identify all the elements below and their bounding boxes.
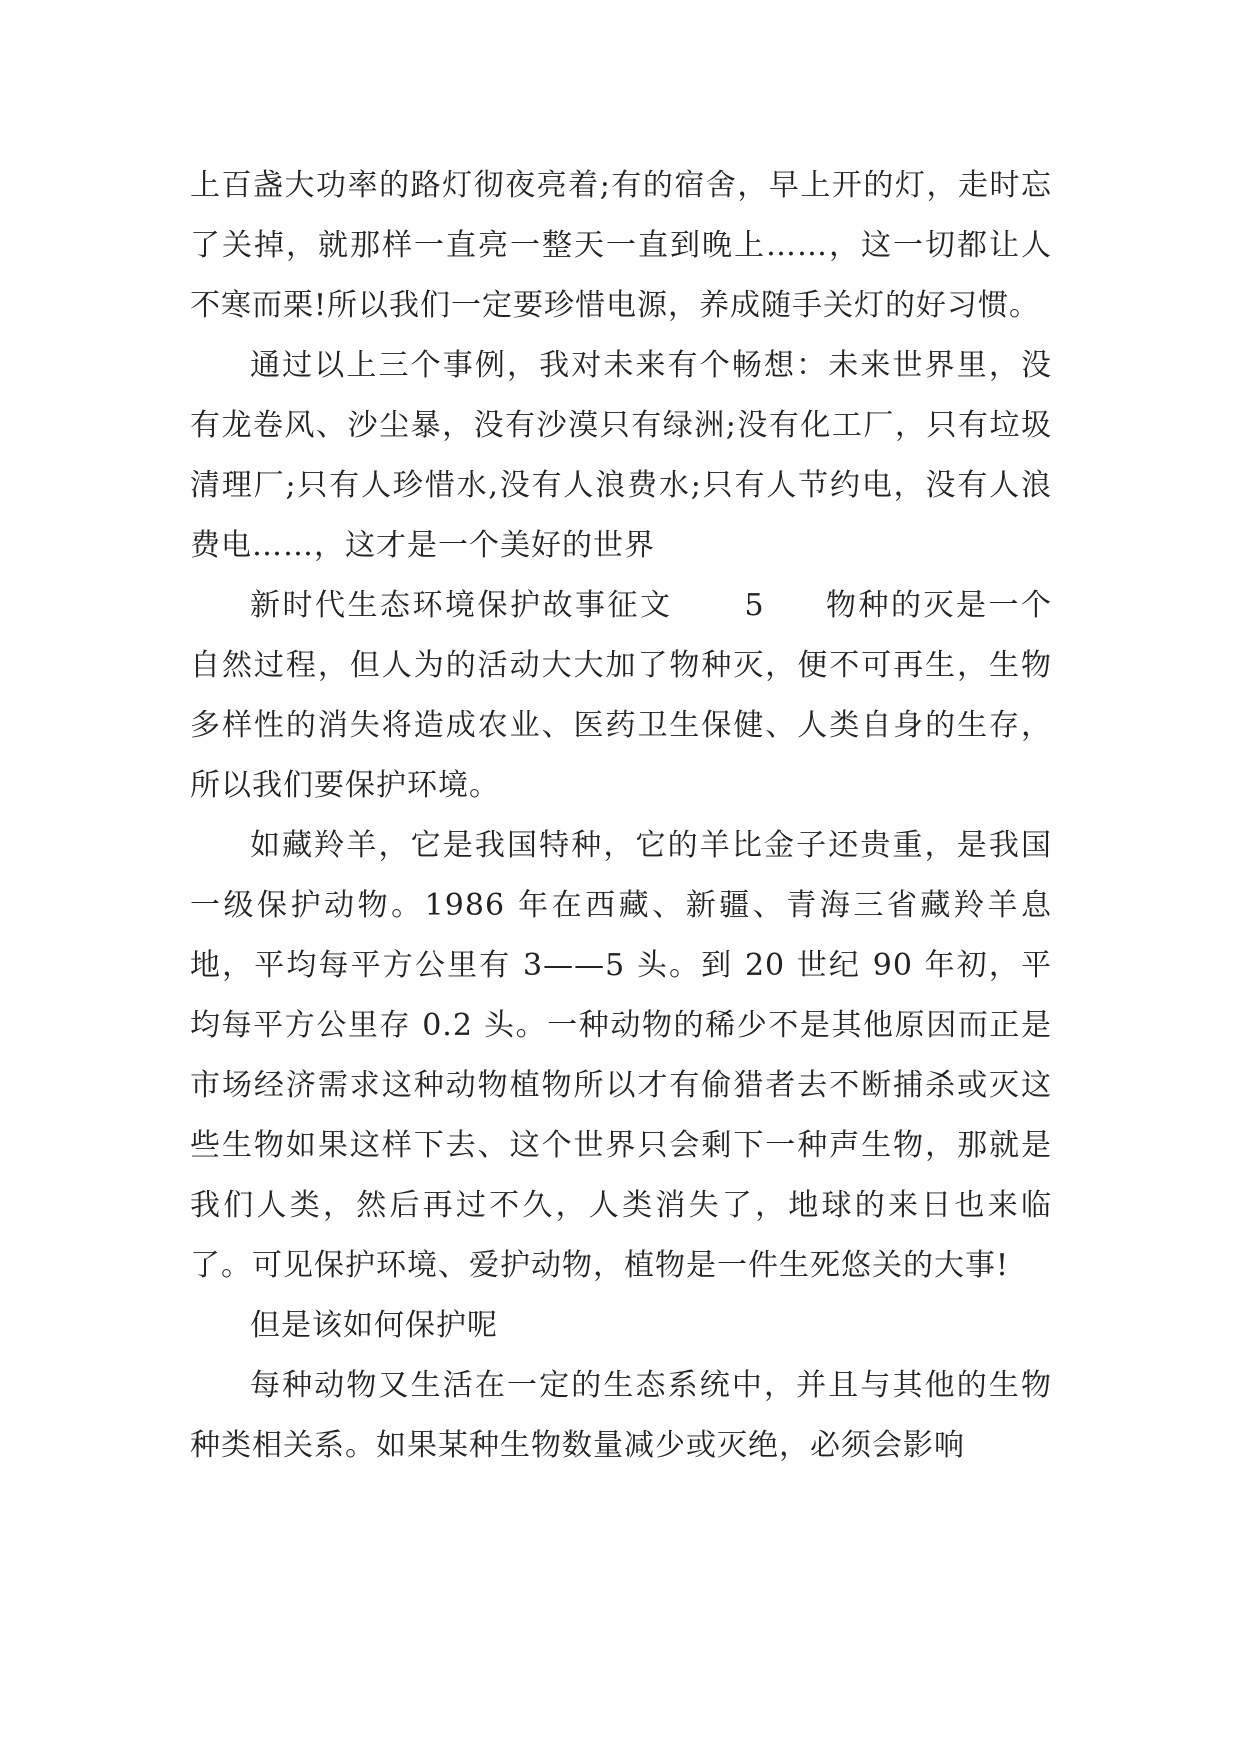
paragraph-4 — [190, 816, 1052, 1296]
paragraph-text: 通过以上三个事例，我对未来有个畅想：未来世界里，没有龙卷风、沙尘暴，没有沙漠只有绿洲;没有化工厂，只有垃圾清理厂;只有人珍惜水,没有人浪费水;只有人节约电，没有人浪费电……，这才是一个美好的世界 — [190, 348, 1052, 563]
section-heading-number: 5 — [744, 588, 765, 623]
paragraph-3 — [190, 576, 1052, 816]
paragraph-5 — [190, 1296, 1052, 1356]
paragraph-6 — [190, 1356, 1052, 1476]
paragraph-text: 每种动物又生活在一定的生态系统中，并且与其他的生物种类相关系。如果某种生物数量减少或灭绝，必须会影响 — [190, 1368, 1052, 1463]
document-body — [190, 156, 1052, 1476]
paragraph-text: 物种的灭是一个自然过程，但人为的活动大大加了物种灭，便不可再生，生物多样性的消失将造成农业、医药卫生保健、人类自身的生存，所以我们要保护环境。 — [190, 588, 1053, 803]
paragraph-text: 如藏羚羊，它是我国特种，它的羊比金子还贵重，是我国一级保护动物。1986 年在西藏、新疆、青海三省藏羚羊息地，平均每平方公里有 3——5 头。到 20 世纪 90 年初，平均每平方公里存 0.2 头。一种动物的稀少不是其他原因而正是市场经济需求这种动物植物所以才有偷猎者去不断捕杀或灭这些生物如果这样下去、这个世界只会剩下一种声生物，那就是我们人类，然后再过不久，人类消失了，地球的来日也来临了。可见保护环境、爱护动物，植物是一件生死悠关的大事! — [190, 828, 1052, 1283]
section-heading: 新时代生态环境保护故事征文 — [250, 588, 673, 623]
paragraph-text: 上百盏大功率的路灯彻夜亮着;有的宿舍，早上开的灯，走时忘了关掉，就那样一直亮一整天一直到晚上……，这一切都让人不寒而栗!所以我们一定要珍惜电源，养成随手关灯的好习惯。 — [190, 168, 1052, 323]
paragraph-1 — [190, 156, 1052, 336]
paragraph-text: 但是该如何保护呢 — [250, 1308, 498, 1343]
paragraph-2 — [190, 336, 1052, 576]
